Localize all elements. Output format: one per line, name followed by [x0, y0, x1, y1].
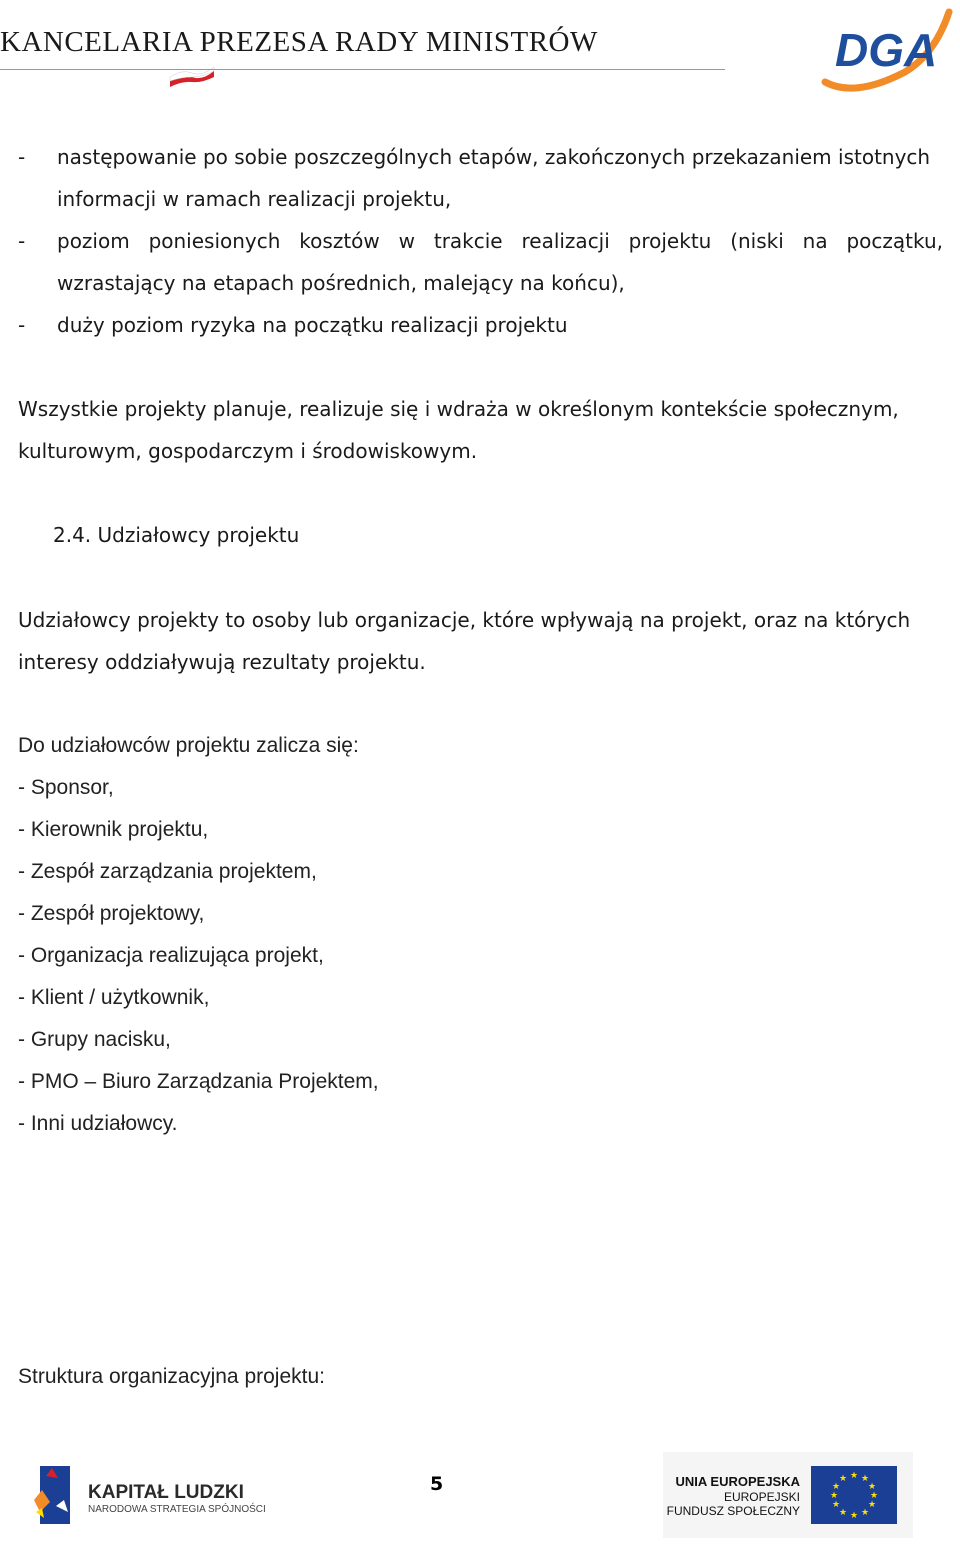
list-item: - Zespół projektowy,: [18, 902, 205, 925]
svg-text:★: ★: [831, 1500, 841, 1510]
paragraph-line: interesy oddziaływują rezultaty projektu.: [18, 650, 426, 674]
section-heading: 2.4. Udziałowcy projektu: [53, 523, 300, 547]
bullet-text: duży poziom ryzyka na początku realizacji projektu: [57, 313, 568, 337]
svg-text:★: ★: [838, 1508, 848, 1518]
svg-text:★: ★: [867, 1482, 877, 1492]
svg-text:★: ★: [860, 1474, 870, 1484]
list-intro: Do udziałowców projektu zalicza się:: [18, 734, 359, 757]
bullet-text: informacji w ramach realizacji projektu,: [57, 187, 452, 211]
svg-text:★: ★: [869, 1491, 879, 1501]
header-rule: [0, 69, 725, 70]
list-item: - Grupy nacisku,: [18, 1028, 171, 1051]
eu-flag-icon: [811, 1466, 897, 1524]
kapital-ludzki-logo: [30, 1460, 266, 1530]
eu-line-2: EUROPEJSKI: [723, 1490, 800, 1504]
paragraph-line: kulturowym, gospodarczym i środowiskowym.: [18, 439, 478, 463]
eu-line-1: UNIA EUROPEJSKA: [675, 1474, 800, 1489]
dga-logo: [815, 2, 955, 94]
paragraph-line: Wszystkie projekty planuje, realizuje się i wdraża w określonym kontekście społecznym,: [18, 397, 899, 421]
eu-logo: [663, 1452, 913, 1538]
svg-text:★: ★: [829, 1491, 839, 1501]
bullet-text: następowanie po sobie poszczególnych etapów, zakończonych przekazaniem istotnych: [57, 145, 931, 169]
list-item: - Kierownik projektu,: [18, 818, 209, 841]
bullet-text: poziom poniesionych kosztów w trakcie realizacji projektu (niski na początku,: [57, 229, 943, 253]
page-number: 5: [430, 1473, 444, 1495]
list-item: - Zespół zarządzania projektem,: [18, 860, 317, 883]
svg-text:★: ★: [849, 1471, 859, 1481]
header-title: KANCELARIA PREZESA RADY MINISTRÓW: [0, 26, 598, 58]
list-item: - Klient / użytkownik,: [18, 986, 210, 1009]
list-item: - Sponsor,: [18, 776, 114, 799]
structure-heading: Struktura organizacyjna projektu:: [18, 1365, 325, 1388]
bullet-dash: -: [18, 145, 26, 169]
bullet-text: wzrastający na etapach pośrednich, malejący na końcu),: [57, 271, 625, 295]
list-item: - PMO – Biuro Zarządzania Projektem,: [18, 1070, 379, 1093]
bullet-dash: -: [18, 229, 26, 253]
svg-text:★: ★: [849, 1511, 859, 1521]
paragraph-line: Udziałowcy projekty to osoby lub organizacje, które wpływają na projekt, oraz na których: [18, 608, 911, 632]
svg-text:★: ★: [831, 1482, 841, 1492]
svg-text:★: ★: [838, 1474, 848, 1484]
kl-subtitle: NARODOWA STRATEGIA SPÓJNOŚCI: [88, 1504, 266, 1515]
list-item: - Inni udziałowcy.: [18, 1112, 178, 1135]
kl-title: KAPITAŁ LUDZKI: [88, 1482, 244, 1503]
flag-mark: [168, 67, 216, 91]
bullet-dash: -: [18, 313, 26, 337]
svg-text:DGA: DGA: [835, 24, 938, 76]
svg-text:★: ★: [860, 1508, 870, 1518]
kl-emblem-icon: [30, 1460, 76, 1530]
eu-line-3: FUNDUSZ SPOŁECZNY: [666, 1504, 800, 1518]
list-item: - Organizacja realizująca projekt,: [18, 944, 324, 967]
svg-text:★: ★: [867, 1500, 877, 1510]
